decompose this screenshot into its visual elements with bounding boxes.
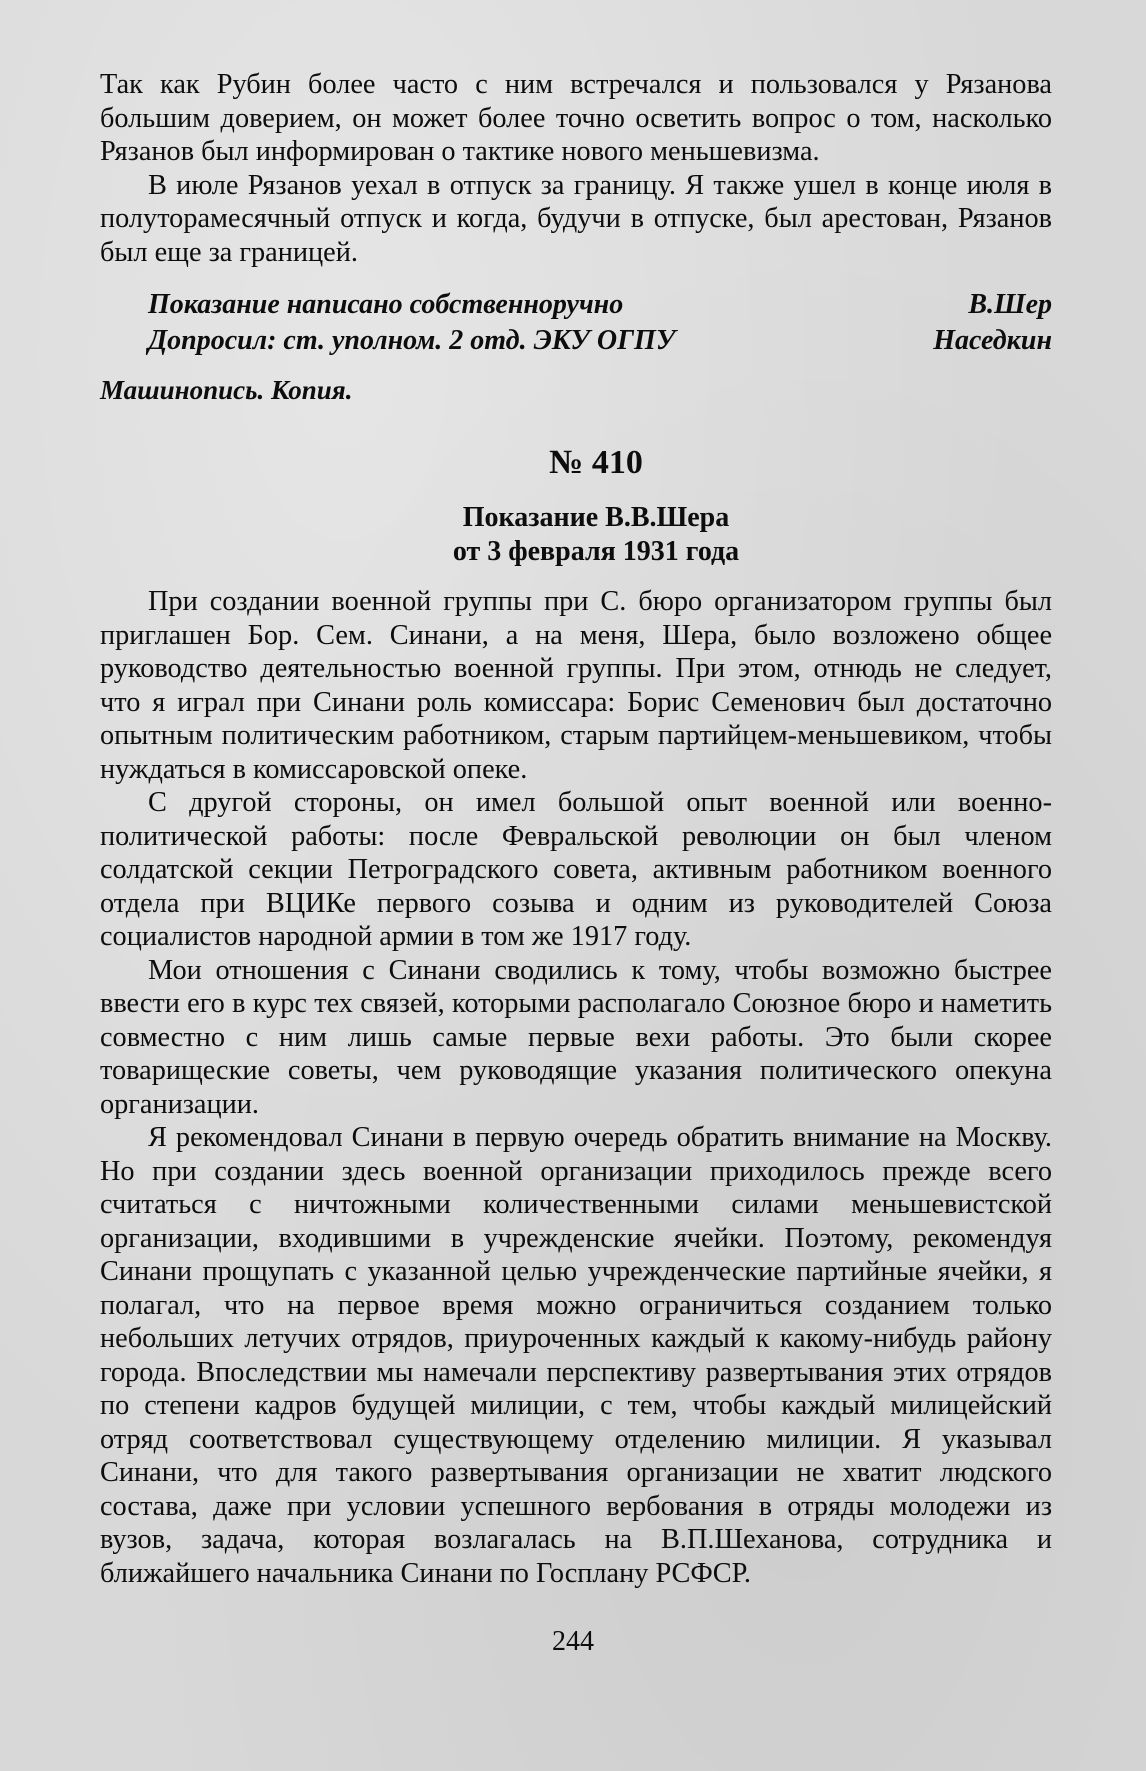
signature-label: Показание написано собственноручно (148, 289, 624, 320)
copy-note: Машинопись. Копия. (100, 375, 353, 405)
signature-label: Допросил: ст. уполном. 2 отд. ЭКУ ОГПУ (148, 325, 676, 356)
signature-line (100, 287, 1052, 323)
body-paragraph: Я рекомендовал Синани в первую очередь обратить внимание на Москву. Но при создании здесь военной организации приходилось прежде всего считаться с ничтожными количественными силами меньшевистской организации, входившими в учрежденские ячейки. Поэтому, рекомендуя Синани прощупать с указанной целью учрежденческие партийные ячейки, я полагал, что на первое время можно ограничиться созданием только небольших летучих отрядов, приуроченных каждый к какому-нибудь району города. Впоследствии мы намечали перспективу развертывания этих отрядов по степени кадров будущей милиции, с тем, чтобы каждый милицейский отряд соответствовал существующему отделению милиции. Я указывал Синани, что для такого развертывания организации не хватит людского состава, даже при условии успешного вербования в отряды молодежи из вузов, задача, которая возлагалась на В.П.Шеханова, сотрудника и ближайшего начальника Синани по Госплану РСФСР. (100, 1122, 1052, 1589)
signature-line (100, 323, 1052, 359)
body-paragraph: При создании военной группы при С. бюро организатором группы был приглашен Бор. Сем. Синани, а на меня, Шера, было возложено общее руководство деятельностью военной группы. При этом, отнюдь не следует, что я играл при Синани роль комиссара: Борис Семенович был достаточно опытным политическим работником, старым партийцем-меньшевиком, чтобы нуждаться в комиссаровской опеке. (100, 586, 1052, 785)
text-column (100, 68, 1052, 1590)
intro-paragraph: Так как Рубин более часто с ним встречался и пользовался у Рязанова большим доверием, он может более точно осветить вопрос о том, насколько Рязанов был информирован о тактике нового меньшевизма. (100, 69, 1052, 167)
document-title: Показание В.В.Шера (462, 502, 730, 533)
document-number: № 410 (549, 444, 643, 481)
paragraph-vacation: В июле Рязанов уехал в отпуск за границу. Я также ушел в конце июля в полуторамесячный отпуск и когда, будучи в отпуске, был арестован, Рязанов был еще за границей. (100, 169, 1052, 268)
signature-name: В.Шер (968, 289, 1052, 320)
signature-block (100, 287, 1052, 359)
page-number: 244 (552, 1626, 594, 1657)
document-date: от 3 февраля 1931 года (452, 536, 740, 567)
body-paragraph: Мои отношения с Синани сводились к тому, чтобы возможно быстрее ввести его в курс тех связей, которыми располагало Союзное бюро и наметить совместно с ним лишь самые первые вехи работы. Это были скорее товарищеские советы, чем руководящие указания политического опекуна организации. (100, 954, 1052, 1120)
signature-name: Наседкин (933, 325, 1052, 356)
body-paragraph: С другой стороны, он имел большой опыт военной или военно-политической работы: после Февральской революции он был членом солдатской секции Петроградского совета, активным работником военного отдела при ВЦИКе первого созыва и одним из руководителей Союза социалистов народной армии в том же 1917 году. (100, 787, 1052, 952)
